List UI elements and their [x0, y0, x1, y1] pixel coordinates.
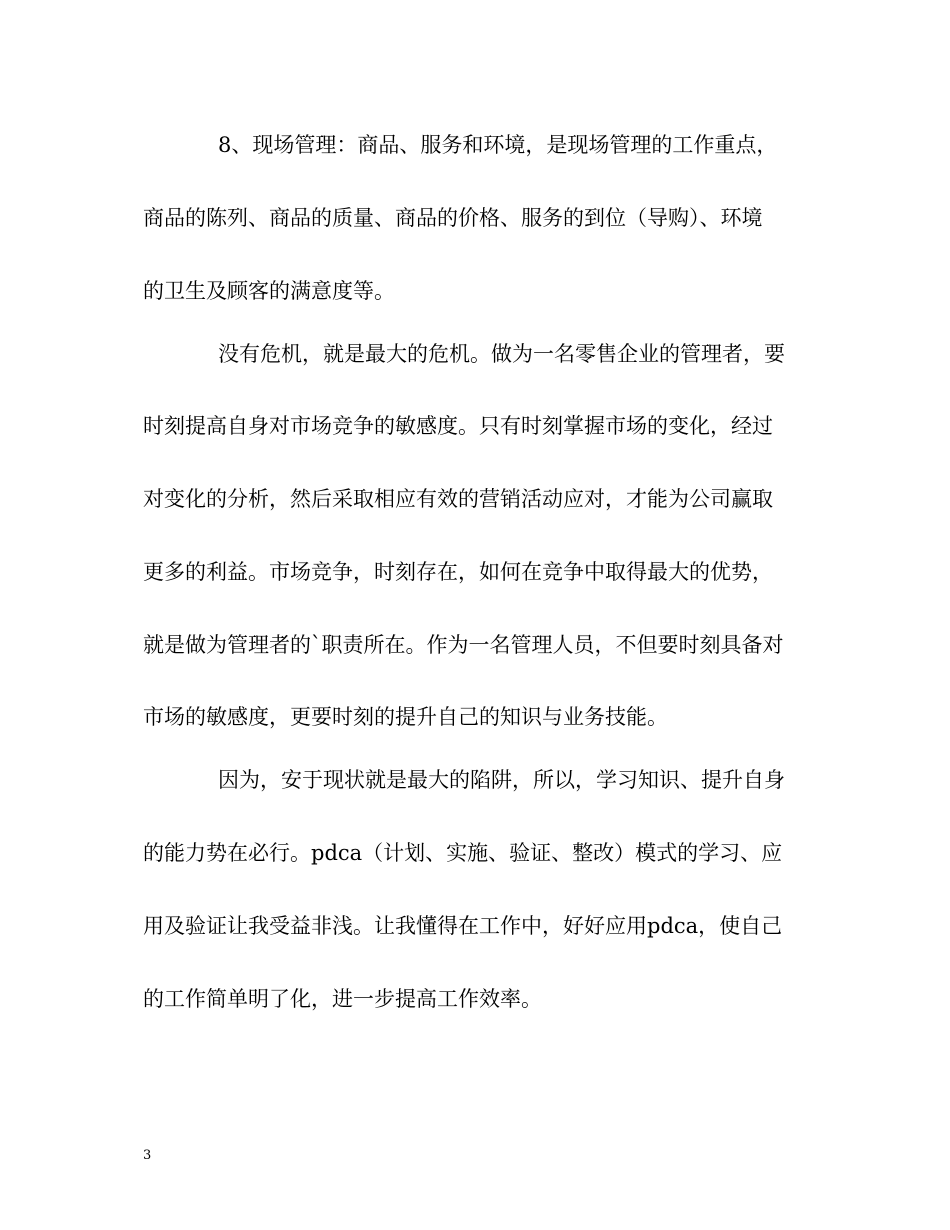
paragraph-2-line-4: 更多的利益。市场竞争，时刻存在，如何在竞争中取得最大的优势， — [143, 560, 773, 584]
paragraph-2-line-1: 没有危机，就是最大的危机。做为一名零售企业的管理者，要 — [218, 342, 785, 366]
paragraph-1-line-3: 的卫生及顾客的满意度等。 — [143, 279, 395, 303]
paragraph-1-line-1: 8、现场管理：商品、服务和环境，是现场管理的工作重点， — [218, 133, 778, 157]
paragraph-2-line-6: 市场的敏感度，更要时刻的提升自己的知识与业务技能。 — [143, 705, 668, 729]
paragraph-2-line-2: 时刻提高自身对市场竞争的敏感度。只有时刻掌握市场的变化，经过 — [143, 414, 773, 438]
page-number: 3 — [143, 1148, 152, 1163]
paragraph-2-line-5: 就是做为管理者的`职责所在。作为一名管理人员，不但要时刻具备对 — [143, 633, 784, 657]
paragraph-2-line-3: 对变化的分析，然后采取相应有效的营销活动应对，才能为公司赢取 — [143, 487, 773, 511]
paragraph-3-line-2: 的能力势在必行。pdca（计划、实施、验证、整改）模式的学习、应 — [143, 841, 783, 865]
paragraph-3-line-3: 用及验证让我受益非浅。让我懂得在工作中，好好应用pdca，使自己 — [143, 914, 783, 938]
paragraph-3-line-1: 因为，安于现状就是最大的陷阱，所以，学习知识、提升自身 — [218, 768, 785, 792]
paragraph-3-line-4: 的工作简单明了化，进一步提高工作效率。 — [143, 987, 542, 1011]
paragraph-1-line-2: 商品的陈列、商品的质量、商品的价格、服务的到位（导购）、环境 — [143, 206, 763, 230]
